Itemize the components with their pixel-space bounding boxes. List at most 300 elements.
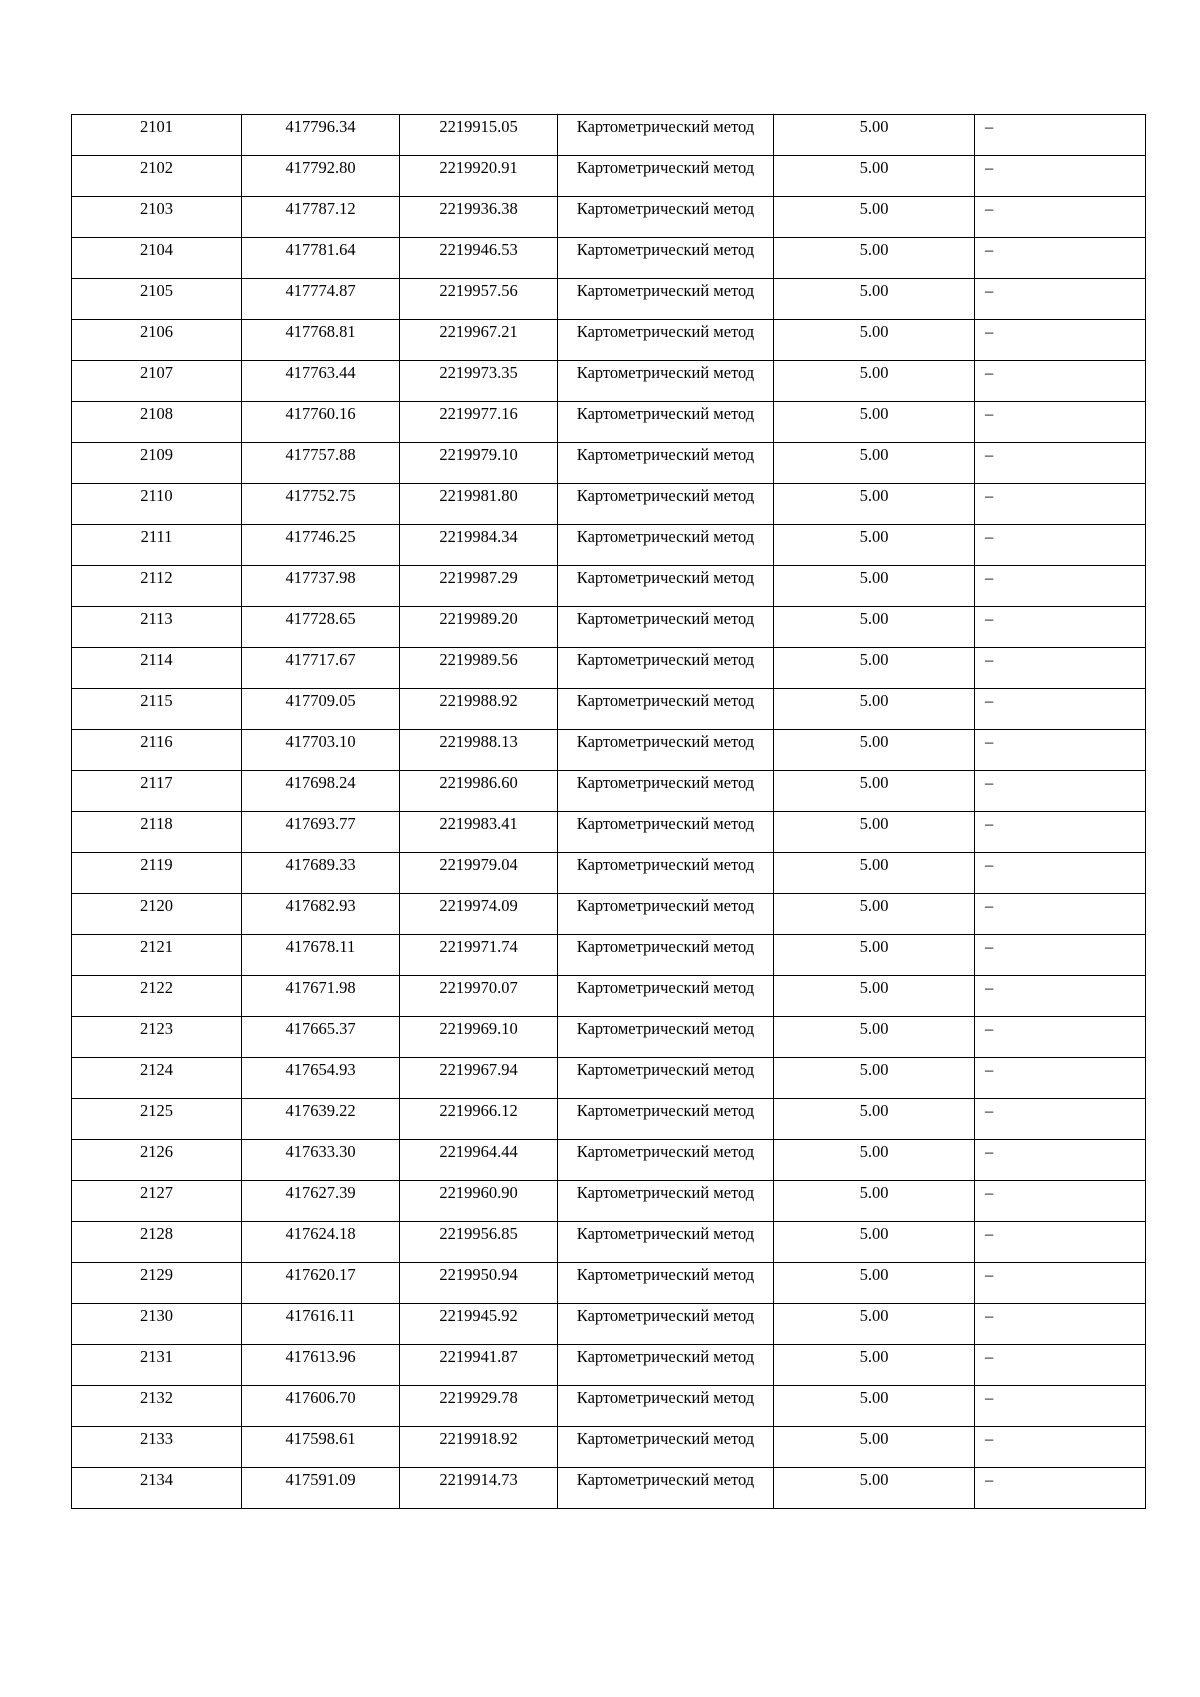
point-number-cell (72, 976, 242, 1017)
accuracy-text: 5.00 (859, 1183, 889, 1202)
point-number-cell (72, 812, 242, 853)
table-row (72, 1263, 1146, 1304)
accuracy-text: 5.00 (859, 691, 889, 710)
table-row (72, 935, 1146, 976)
coordinates-table (71, 114, 1146, 1509)
x-coordinate-text: 417654.93 (285, 1060, 356, 1079)
method-text: Картометрический метод (576, 896, 755, 915)
method-cell (558, 320, 774, 361)
y-coordinate-cell (400, 1427, 558, 1468)
x-coordinate-text: 417781.64 (285, 240, 356, 259)
note-text: – (985, 281, 994, 300)
table-row (72, 730, 1146, 771)
x-coordinate-text: 417768.81 (285, 322, 356, 341)
table-row (72, 607, 1146, 648)
y-coordinate-cell (400, 1304, 558, 1345)
method-text: Картометрический метод (576, 1306, 755, 1325)
x-coordinate-cell (242, 894, 400, 935)
point-number-text: 2116 (140, 732, 173, 751)
method-cell (558, 730, 774, 771)
y-coordinate-text: 2219971.74 (439, 937, 518, 956)
point-number-cell (72, 238, 242, 279)
point-number-text: 2133 (140, 1429, 173, 1448)
y-coordinate-text: 2219945.92 (439, 1306, 518, 1325)
note-text: – (985, 117, 994, 136)
point-number-cell (72, 1181, 242, 1222)
x-coordinate-cell (242, 1427, 400, 1468)
note-cell (975, 1017, 1146, 1058)
table-row (72, 566, 1146, 607)
method-cell (558, 853, 774, 894)
x-coordinate-cell (242, 853, 400, 894)
accuracy-text: 5.00 (859, 363, 889, 382)
accuracy-text: 5.00 (859, 445, 889, 464)
note-cell (975, 976, 1146, 1017)
point-number-text: 2106 (140, 322, 173, 341)
note-text: – (985, 363, 994, 382)
note-cell (975, 484, 1146, 525)
y-coordinate-cell (400, 853, 558, 894)
method-text: Картометрический метод (576, 1347, 755, 1366)
point-number-text: 2102 (140, 158, 173, 177)
point-number-text: 2117 (140, 773, 173, 792)
method-cell (558, 894, 774, 935)
method-cell (558, 1058, 774, 1099)
point-number-text: 2123 (140, 1019, 173, 1038)
x-coordinate-text: 417787.12 (285, 199, 356, 218)
note-text: – (985, 814, 994, 833)
method-text: Картометрический метод (576, 691, 755, 710)
accuracy-text: 5.00 (859, 1429, 889, 1448)
x-coordinate-text: 417682.93 (285, 896, 356, 915)
point-number-cell (72, 853, 242, 894)
method-text: Картометрический метод (576, 1019, 755, 1038)
y-coordinate-cell (400, 1058, 558, 1099)
accuracy-text: 5.00 (859, 1306, 889, 1325)
method-text: Картометрический метод (576, 117, 755, 136)
note-text: – (985, 1142, 994, 1161)
accuracy-cell (774, 115, 975, 156)
method-text: Картометрический метод (576, 240, 755, 259)
x-coordinate-cell (242, 1181, 400, 1222)
point-number-cell (72, 566, 242, 607)
note-text: – (985, 1347, 994, 1366)
y-coordinate-text: 2219984.34 (439, 527, 518, 546)
point-number-text: 2121 (140, 937, 173, 956)
x-coordinate-text: 417624.18 (285, 1224, 356, 1243)
method-text: Картометрический метод (576, 486, 755, 505)
method-cell (558, 1304, 774, 1345)
note-text: – (985, 1306, 994, 1325)
y-coordinate-cell (400, 1263, 558, 1304)
point-number-cell (72, 1468, 242, 1509)
y-coordinate-text: 2219936.38 (439, 199, 518, 218)
y-coordinate-cell (400, 1386, 558, 1427)
y-coordinate-cell (400, 156, 558, 197)
y-coordinate-text: 2219957.56 (439, 281, 518, 300)
note-cell (975, 730, 1146, 771)
note-cell (975, 935, 1146, 976)
note-cell (975, 1181, 1146, 1222)
method-text: Картометрический метод (576, 527, 755, 546)
point-number-cell (72, 484, 242, 525)
note-text: – (985, 445, 994, 464)
method-text: Картометрический метод (576, 322, 755, 341)
note-cell (975, 1304, 1146, 1345)
table-row (72, 771, 1146, 812)
point-number-cell (72, 607, 242, 648)
method-cell (558, 1222, 774, 1263)
accuracy-cell (774, 730, 975, 771)
y-coordinate-cell (400, 607, 558, 648)
point-number-text: 2113 (140, 609, 173, 628)
accuracy-cell (774, 238, 975, 279)
accuracy-cell (774, 689, 975, 730)
table-row (72, 1222, 1146, 1263)
y-coordinate-text: 2219914.73 (439, 1470, 518, 1489)
note-text: – (985, 1101, 994, 1120)
accuracy-cell (774, 279, 975, 320)
table-row (72, 1386, 1146, 1427)
y-coordinate-text: 2219918.92 (439, 1429, 518, 1448)
point-number-cell (72, 1263, 242, 1304)
point-number-text: 2115 (140, 691, 173, 710)
point-number-cell (72, 771, 242, 812)
y-coordinate-cell (400, 279, 558, 320)
point-number-text: 2120 (140, 896, 173, 915)
method-cell (558, 771, 774, 812)
point-number-text: 2104 (140, 240, 173, 259)
x-coordinate-cell (242, 361, 400, 402)
y-coordinate-text: 2219989.56 (439, 650, 518, 669)
note-cell (975, 238, 1146, 279)
accuracy-cell (774, 1222, 975, 1263)
point-number-cell (72, 361, 242, 402)
accuracy-cell (774, 443, 975, 484)
accuracy-text: 5.00 (859, 240, 889, 259)
method-cell (558, 1263, 774, 1304)
note-text: – (985, 1060, 994, 1079)
method-cell (558, 648, 774, 689)
method-text: Картометрический метод (576, 609, 755, 628)
x-coordinate-cell (242, 197, 400, 238)
y-coordinate-cell (400, 771, 558, 812)
accuracy-text: 5.00 (859, 732, 889, 751)
note-text: – (985, 937, 994, 956)
point-number-cell (72, 935, 242, 976)
y-coordinate-cell (400, 484, 558, 525)
y-coordinate-text: 2219977.16 (439, 404, 518, 423)
point-number-cell (72, 525, 242, 566)
note-text: – (985, 609, 994, 628)
y-coordinate-text: 2219960.90 (439, 1183, 518, 1202)
point-number-text: 2109 (140, 445, 173, 464)
point-number-text: 2119 (140, 855, 173, 874)
y-coordinate-text: 2219983.41 (439, 814, 518, 833)
y-coordinate-cell (400, 238, 558, 279)
method-cell (558, 1181, 774, 1222)
x-coordinate-text: 417591.09 (285, 1470, 356, 1489)
note-cell (975, 156, 1146, 197)
x-coordinate-cell (242, 812, 400, 853)
accuracy-text: 5.00 (859, 199, 889, 218)
y-coordinate-cell (400, 1181, 558, 1222)
note-text: – (985, 322, 994, 341)
accuracy-text: 5.00 (859, 322, 889, 341)
table-row (72, 689, 1146, 730)
x-coordinate-cell (242, 1345, 400, 1386)
y-coordinate-cell (400, 1017, 558, 1058)
y-coordinate-text: 2219974.09 (439, 896, 518, 915)
note-cell (975, 1058, 1146, 1099)
accuracy-cell (774, 935, 975, 976)
point-number-cell (72, 894, 242, 935)
y-coordinate-cell (400, 1468, 558, 1509)
x-coordinate-text: 417613.96 (285, 1347, 356, 1366)
point-number-text: 2108 (140, 404, 173, 423)
note-cell (975, 1345, 1146, 1386)
y-coordinate-cell (400, 443, 558, 484)
method-text: Картометрический метод (576, 199, 755, 218)
note-text: – (985, 199, 994, 218)
y-coordinate-cell (400, 361, 558, 402)
method-text: Картометрический метод (576, 650, 755, 669)
accuracy-text: 5.00 (859, 527, 889, 546)
note-cell (975, 320, 1146, 361)
y-coordinate-text: 2219989.20 (439, 609, 518, 628)
y-coordinate-text: 2219979.10 (439, 445, 518, 464)
note-text: – (985, 1429, 994, 1448)
y-coordinate-text: 2219929.78 (439, 1388, 518, 1407)
x-coordinate-cell (242, 648, 400, 689)
table-row (72, 402, 1146, 443)
x-coordinate-cell (242, 935, 400, 976)
point-number-text: 2126 (140, 1142, 173, 1161)
note-text: – (985, 855, 994, 874)
method-text: Картометрический метод (576, 445, 755, 464)
y-coordinate-cell (400, 1345, 558, 1386)
point-number-text: 2110 (140, 486, 173, 505)
point-number-text: 2134 (140, 1470, 173, 1489)
x-coordinate-text: 417737.98 (285, 568, 356, 587)
accuracy-cell (774, 1181, 975, 1222)
method-text: Картометрический метод (576, 937, 755, 956)
x-coordinate-cell (242, 1140, 400, 1181)
note-text: – (985, 773, 994, 792)
y-coordinate-text: 2219969.10 (439, 1019, 518, 1038)
point-number-cell (72, 1345, 242, 1386)
x-coordinate-cell (242, 1263, 400, 1304)
point-number-text: 2122 (140, 978, 173, 997)
note-cell (975, 197, 1146, 238)
note-cell (975, 812, 1146, 853)
accuracy-cell (774, 1304, 975, 1345)
x-coordinate-text: 417606.70 (285, 1388, 356, 1407)
note-text: – (985, 158, 994, 177)
y-coordinate-cell (400, 935, 558, 976)
accuracy-text: 5.00 (859, 117, 889, 136)
y-coordinate-cell (400, 320, 558, 361)
method-text: Картометрический метод (576, 1429, 755, 1448)
method-cell (558, 1345, 774, 1386)
note-cell (975, 525, 1146, 566)
method-text: Картометрический метод (576, 1224, 755, 1243)
y-coordinate-text: 2219967.21 (439, 322, 518, 341)
point-number-cell (72, 156, 242, 197)
x-coordinate-text: 417633.30 (285, 1142, 356, 1161)
accuracy-text: 5.00 (859, 1470, 889, 1489)
method-text: Картометрический метод (576, 773, 755, 792)
x-coordinate-cell (242, 976, 400, 1017)
method-text: Картометрический метод (576, 1183, 755, 1202)
point-number-text: 2130 (140, 1306, 173, 1325)
x-coordinate-text: 417665.37 (285, 1019, 356, 1038)
method-cell (558, 1427, 774, 1468)
table-row (72, 361, 1146, 402)
point-number-cell (72, 1222, 242, 1263)
method-cell (558, 361, 774, 402)
x-coordinate-text: 417763.44 (285, 363, 356, 382)
note-cell (975, 1222, 1146, 1263)
x-coordinate-text: 417728.65 (285, 609, 356, 628)
accuracy-cell (774, 976, 975, 1017)
accuracy-cell (774, 1017, 975, 1058)
method-cell (558, 607, 774, 648)
accuracy-cell (774, 1427, 975, 1468)
method-text: Картометрический метод (576, 404, 755, 423)
x-coordinate-cell (242, 1468, 400, 1509)
method-cell (558, 1099, 774, 1140)
note-cell (975, 853, 1146, 894)
accuracy-cell (774, 1099, 975, 1140)
note-text: – (985, 896, 994, 915)
note-cell (975, 566, 1146, 607)
y-coordinate-cell (400, 525, 558, 566)
method-text: Картометрический метод (576, 814, 755, 833)
point-number-cell (72, 1304, 242, 1345)
accuracy-cell (774, 197, 975, 238)
table-row (72, 156, 1146, 197)
x-coordinate-text: 417671.98 (285, 978, 356, 997)
accuracy-text: 5.00 (859, 896, 889, 915)
method-text: Картометрический метод (576, 281, 755, 300)
note-cell (975, 443, 1146, 484)
point-number-cell (72, 1099, 242, 1140)
accuracy-text: 5.00 (859, 158, 889, 177)
table-row (72, 1140, 1146, 1181)
method-cell (558, 525, 774, 566)
accuracy-cell (774, 402, 975, 443)
note-cell (975, 648, 1146, 689)
note-cell (975, 689, 1146, 730)
table-row (72, 1304, 1146, 1345)
method-cell (558, 1468, 774, 1509)
x-coordinate-cell (242, 156, 400, 197)
note-text: – (985, 978, 994, 997)
y-coordinate-text: 2219964.44 (439, 1142, 518, 1161)
x-coordinate-text: 417746.25 (285, 527, 356, 546)
x-coordinate-cell (242, 771, 400, 812)
point-number-text: 2114 (140, 650, 173, 669)
y-coordinate-text: 2219956.85 (439, 1224, 518, 1243)
method-cell (558, 812, 774, 853)
note-text: – (985, 732, 994, 751)
method-cell (558, 976, 774, 1017)
table-row (72, 1427, 1146, 1468)
accuracy-cell (774, 1058, 975, 1099)
table-row (72, 812, 1146, 853)
y-coordinate-cell (400, 894, 558, 935)
method-text: Картометрический метод (576, 978, 755, 997)
accuracy-text: 5.00 (859, 855, 889, 874)
table-row (72, 115, 1146, 156)
accuracy-text: 5.00 (859, 404, 889, 423)
x-coordinate-text: 417752.75 (285, 486, 356, 505)
coordinates-table-body (72, 115, 1146, 1509)
point-number-text: 2118 (140, 814, 173, 833)
point-number-text: 2101 (140, 117, 173, 136)
point-number-cell (72, 1427, 242, 1468)
y-coordinate-cell (400, 976, 558, 1017)
x-coordinate-cell (242, 115, 400, 156)
accuracy-text: 5.00 (859, 650, 889, 669)
y-coordinate-cell (400, 115, 558, 156)
accuracy-cell (774, 812, 975, 853)
x-coordinate-cell (242, 730, 400, 771)
y-coordinate-cell (400, 197, 558, 238)
method-text: Картометрический метод (576, 568, 755, 587)
x-coordinate-cell (242, 484, 400, 525)
point-number-cell (72, 689, 242, 730)
point-number-text: 2127 (140, 1183, 173, 1202)
point-number-text: 2129 (140, 1265, 173, 1284)
accuracy-cell (774, 361, 975, 402)
point-number-text: 2105 (140, 281, 173, 300)
table-row (72, 1181, 1146, 1222)
y-coordinate-text: 2219986.60 (439, 773, 518, 792)
point-number-text: 2103 (140, 199, 173, 218)
accuracy-text: 5.00 (859, 486, 889, 505)
x-coordinate-text: 417620.17 (285, 1265, 356, 1284)
accuracy-cell (774, 566, 975, 607)
point-number-cell (72, 1017, 242, 1058)
y-coordinate-text: 2219981.80 (439, 486, 518, 505)
method-cell (558, 566, 774, 607)
accuracy-text: 5.00 (859, 1388, 889, 1407)
point-number-cell (72, 730, 242, 771)
note-text: – (985, 404, 994, 423)
method-cell (558, 402, 774, 443)
point-number-text: 2128 (140, 1224, 173, 1243)
x-coordinate-text: 417760.16 (285, 404, 356, 423)
note-text: – (985, 650, 994, 669)
y-coordinate-text: 2219988.13 (439, 732, 518, 751)
note-cell (975, 607, 1146, 648)
accuracy-text: 5.00 (859, 814, 889, 833)
point-number-cell (72, 402, 242, 443)
table-row (72, 443, 1146, 484)
note-cell (975, 1140, 1146, 1181)
method-cell (558, 443, 774, 484)
x-coordinate-text: 417616.11 (285, 1306, 356, 1325)
x-coordinate-cell (242, 1222, 400, 1263)
note-text: – (985, 1265, 994, 1284)
method-cell (558, 279, 774, 320)
point-number-text: 2125 (140, 1101, 173, 1120)
note-cell (975, 402, 1146, 443)
x-coordinate-text: 417796.34 (285, 117, 356, 136)
point-number-cell (72, 443, 242, 484)
